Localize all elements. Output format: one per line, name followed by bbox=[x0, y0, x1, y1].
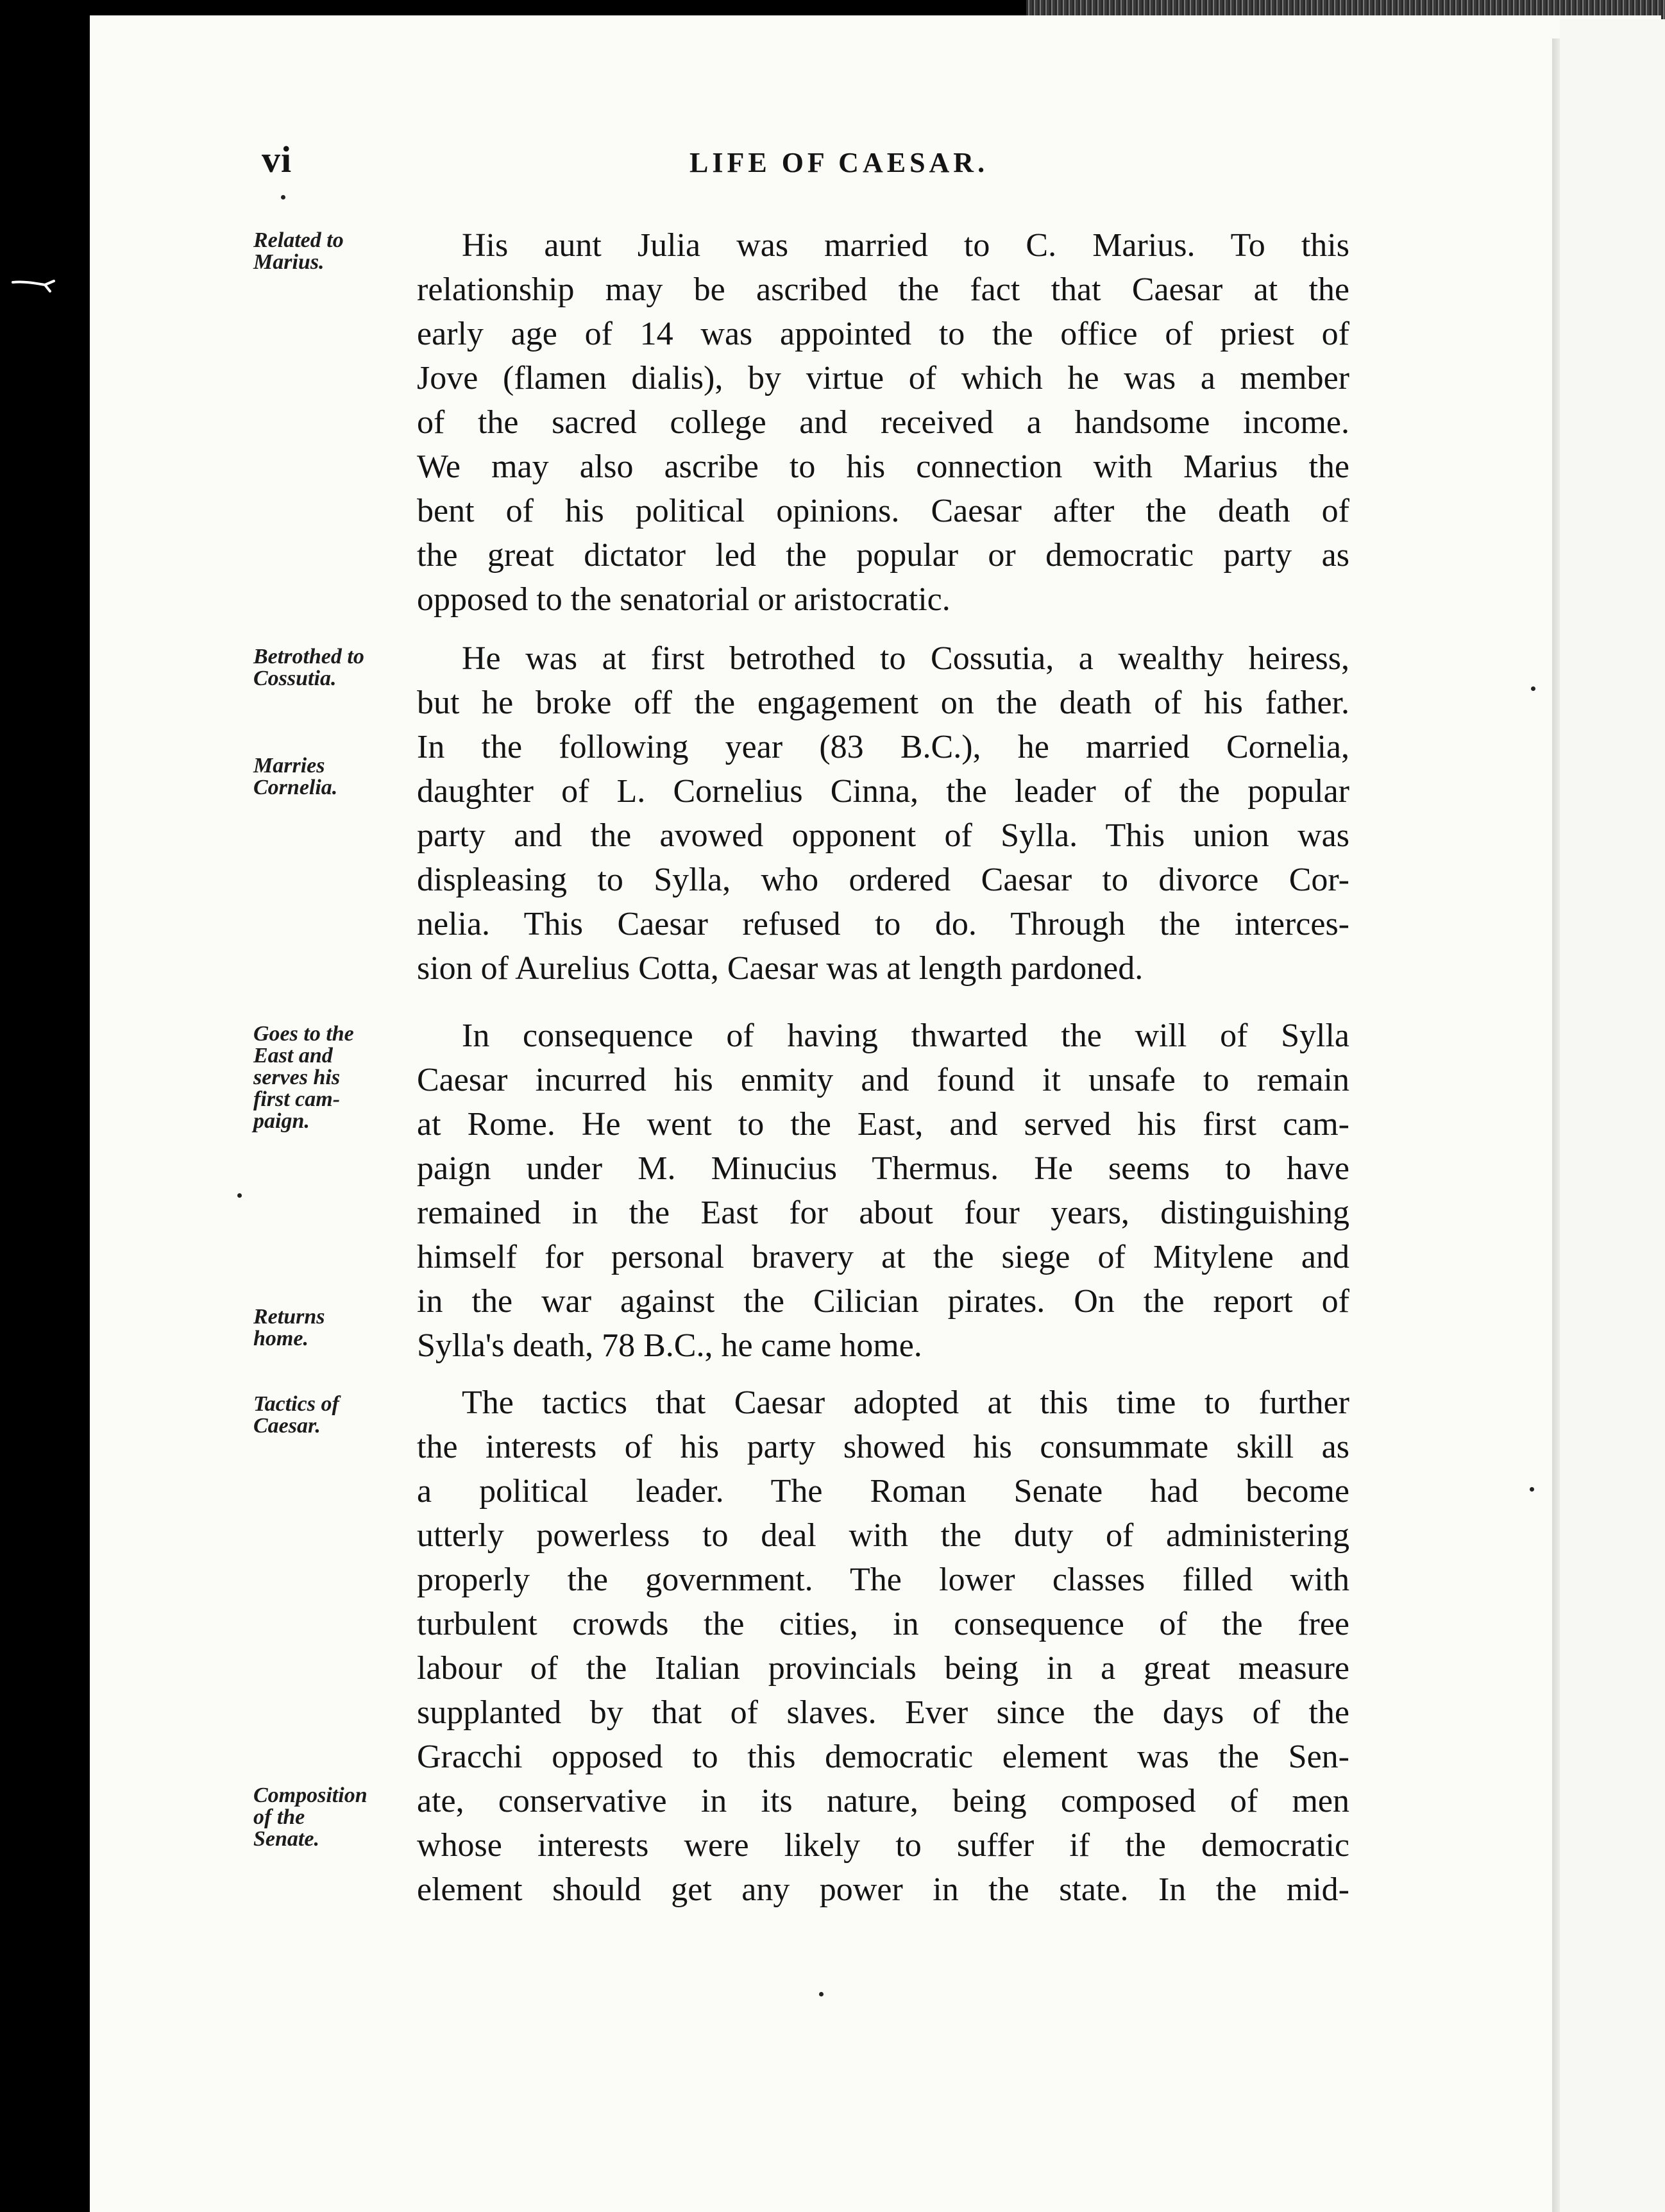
side-note-line: Tactics of bbox=[253, 1392, 339, 1416]
text-line: but he broke off the engagement on the death of his father. bbox=[417, 685, 1349, 721]
text-line: Jove (flamen dialis), by virtue of which he was a member bbox=[417, 360, 1349, 396]
side-note-line: first cam- bbox=[253, 1087, 341, 1111]
ink-speck bbox=[819, 1992, 824, 1996]
text-line: We may also ascribe to his connection with Marius the bbox=[417, 448, 1349, 485]
text-line: remained in the East for about four years, distinguishing bbox=[417, 1195, 1349, 1231]
text-line: properly the government. The lower classes filled with bbox=[417, 1561, 1349, 1598]
text-line: In consequence of having thwarted the will of Sylla bbox=[462, 1017, 1349, 1054]
side-note-line: Cornelia. bbox=[253, 776, 338, 799]
side-note-line: home. bbox=[253, 1327, 308, 1350]
text-line: displeasing to Sylla, who ordered Caesar to divorce Cor- bbox=[417, 862, 1349, 898]
ink-speck bbox=[281, 195, 285, 200]
side-note-line: Marries bbox=[253, 754, 325, 778]
text-line: himself for personal bravery at the siege of Mitylene and bbox=[417, 1239, 1349, 1275]
text-line: The tactics that Caesar adopted at this time to further bbox=[462, 1384, 1349, 1421]
side-note-line: Related to bbox=[253, 228, 344, 252]
text-line: turbulent crowds the cities, in consequence of the free bbox=[417, 1606, 1349, 1642]
paragraph-4 bbox=[417, 1381, 1349, 1912]
text-line: paign under M. Minucius Thermus. He seems to have bbox=[417, 1150, 1349, 1187]
side-note-line: Goes to the bbox=[253, 1022, 354, 1046]
paragraph-2 bbox=[417, 636, 1349, 991]
side-note-returns-home bbox=[253, 1306, 420, 1350]
side-note-line: of the bbox=[253, 1805, 305, 1829]
side-note-line: Returns bbox=[253, 1305, 325, 1329]
ink-speck bbox=[1530, 1487, 1534, 1492]
side-note-betrothed bbox=[253, 646, 420, 690]
text-line: sion of Aurelius Cotta, Caesar was at length pardoned. bbox=[417, 950, 1144, 987]
text-line: early age of 14 was appointed to the office of priest of bbox=[417, 316, 1349, 352]
running-head: LIFE OF CAESAR. bbox=[689, 147, 989, 178]
side-note-marries-cornelia bbox=[253, 755, 420, 799]
text-line: supplanted by that of slaves. Ever since the days of the bbox=[417, 1694, 1349, 1731]
ink-speck bbox=[1531, 686, 1535, 691]
side-note-line: East and bbox=[253, 1044, 333, 1068]
text-line: at Rome. He went to the East, and served his first cam- bbox=[417, 1106, 1349, 1143]
text-line: utterly powerless to deal with the duty of administering bbox=[417, 1517, 1349, 1554]
side-note-tactics bbox=[253, 1393, 420, 1437]
facing-page-edge bbox=[1560, 19, 1665, 2212]
text-line: whose interests were likely to suffer if the democratic bbox=[417, 1827, 1349, 1864]
text-line: element should get any power in the state. In the mid- bbox=[417, 1871, 1349, 1908]
text-line: His aunt Julia was married to C. Marius. To this bbox=[462, 227, 1349, 264]
side-note-composition-senate bbox=[253, 1785, 420, 1850]
text-line: relationship may be ascribed the fact that Caesar at the bbox=[417, 271, 1349, 308]
side-note-line: Betrothed to bbox=[253, 645, 364, 668]
side-note-line: Senate. bbox=[253, 1827, 319, 1851]
text-line: Gracchi opposed to this democratic element was the Sen- bbox=[417, 1739, 1349, 1775]
side-note-line: paign. bbox=[253, 1109, 310, 1133]
side-note-line: Marius. bbox=[253, 250, 325, 274]
text-line: ate, conservative in its nature, being composed of men bbox=[417, 1783, 1349, 1819]
side-note-goes-east bbox=[253, 1023, 420, 1132]
text-line: bent of his political opinions. Caesar after the death of bbox=[417, 493, 1349, 529]
text-line: nelia. This Caesar refused to do. Through the interces- bbox=[417, 906, 1349, 942]
side-note-related-to-marius bbox=[253, 230, 420, 273]
side-note-line: Caesar. bbox=[253, 1414, 321, 1438]
text-line: daughter of L. Cornelius Cinna, the leader of the popular bbox=[417, 773, 1349, 810]
text-line: In the following year (83 B.C.), he married Cornelia, bbox=[417, 729, 1349, 765]
text-line: Sylla's death, 78 B.C., he came home. bbox=[417, 1327, 922, 1364]
text-line: of the sacred college and received a handsome income. bbox=[417, 404, 1349, 441]
paragraph-1 bbox=[417, 223, 1349, 622]
text-line: a political leader. The Roman Senate had become bbox=[417, 1473, 1349, 1510]
margin-pen-mark bbox=[12, 275, 56, 294]
text-line: the interests of his party showed his consummate skill as bbox=[417, 1429, 1349, 1465]
text-line: labour of the Italian provincials being in a great measure bbox=[417, 1650, 1349, 1687]
text-line: opposed to the senatorial or aristocratic. bbox=[417, 581, 951, 618]
text-line: Caesar incurred his enmity and found it unsafe to remain bbox=[417, 1062, 1349, 1098]
side-note-line: serves his bbox=[253, 1066, 341, 1089]
text-line: party and the avowed opponent of Sylla. This union was bbox=[417, 817, 1349, 854]
ink-speck bbox=[237, 1193, 242, 1198]
side-note-line: Composition bbox=[253, 1783, 368, 1807]
text-line: in the war against the Cilician pirates. On the report of bbox=[417, 1283, 1349, 1320]
paragraph-3 bbox=[417, 1014, 1349, 1368]
text-line: He was at first betrothed to Cossutia, a wealthy heiress, bbox=[462, 640, 1349, 677]
page-number: vi bbox=[262, 139, 292, 180]
page-gutter bbox=[1552, 38, 1560, 2212]
text-line: the great dictator led the popular or democratic party as bbox=[417, 537, 1349, 574]
side-note-line: Cossutia. bbox=[253, 667, 337, 690]
